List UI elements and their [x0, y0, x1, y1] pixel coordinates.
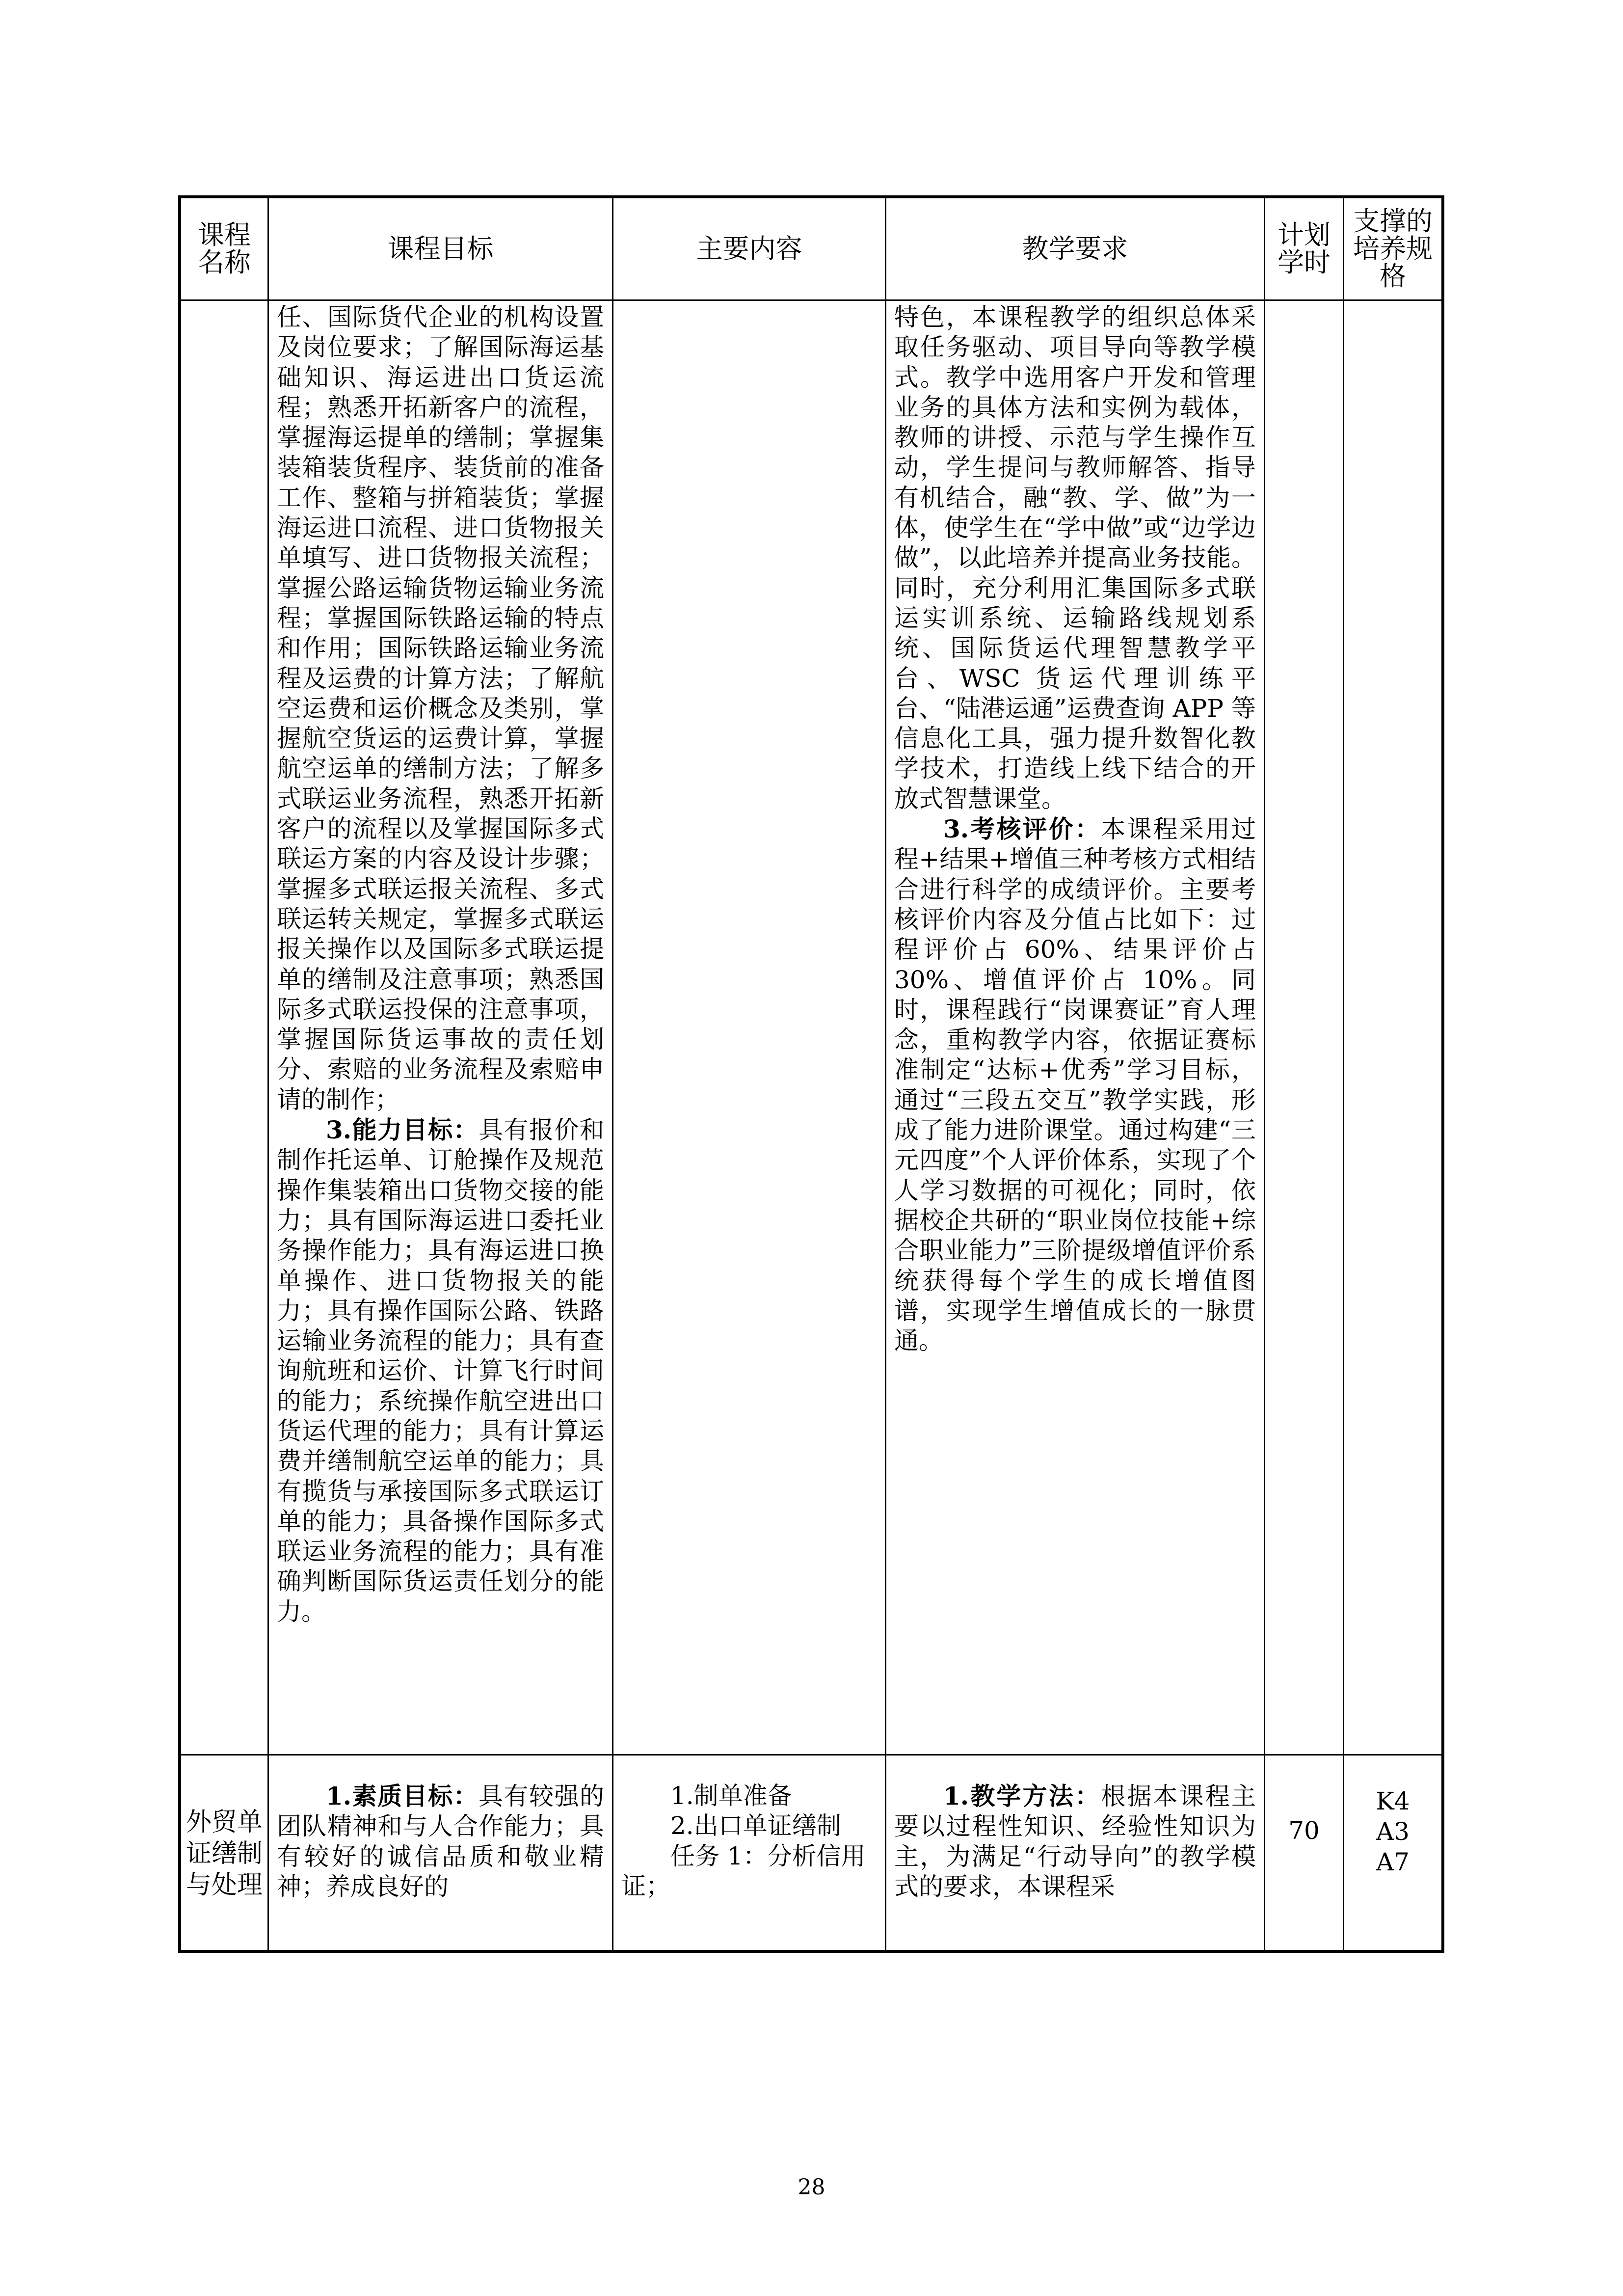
header-requirements: 教学要求 — [1022, 233, 1128, 264]
row2-course-name: 外贸单证缮制与处理 — [186, 1807, 263, 1900]
header-support: 支撑的培养规格 — [1353, 206, 1433, 292]
row1-requirements-method: 特色，本课程教学的组织总体采取任务驱动、项目导向等教学模式。教学中选用客户开发和管理业务的具体方法和实例为载体，教师的讲授、示范与学生操作互动，学生提问与教师解答、指导有机结合，融“教、学、做”为一体，使学生在“学中做”或“边学边做”，以此培养并提高业务技能。同时，充分利用汇集国际多式联运实训系统、运输路线规划系统、国际货运代理智慧教学平台、WSC 货运代理训练平台、“陆港运通”运费查询 APP 等信息化工具，强力提升数智化教学技术，打造线上线下结合的开放式智慧课堂。 — [894, 303, 1256, 813]
row2-content — [613, 1781, 885, 1948]
row2-hours: 70 — [1288, 1816, 1320, 1845]
row1-assessment-label: 3.考核评价： — [943, 814, 1101, 844]
row2-requirements-method — [894, 1781, 1256, 1902]
table-border-left — [178, 195, 181, 1953]
table-border-bottom — [178, 1950, 1444, 1953]
table-border-right — [1441, 195, 1444, 1953]
row2-quality-text: 具有较强的团队精神和与人合作能力；具有较好的诚信品质和敬业精神；养成良好的 — [277, 1782, 604, 1901]
row2-requirements — [886, 1781, 1264, 1948]
row1-ability-label: 3.能力目标： — [326, 1115, 479, 1145]
row1-ability-text: 具有报价和制作托运单、订舱操作及规范操作集装箱出口货物交接的能力；具有国际海运进口委托业务操作能力；具有海运进口换单操作、进口货物报关的能力；具有操作国际公路、铁路运输业务流程的能力；具有查询航班和运价、计算飞行时间的能力；系统操作航空进出口货运代理的能力；具有计算运费并缮制航空运单的能力；具有揽货与承接国际多式联运订单的能力；具备操作国际多式联运业务流程的能力；具有准确判断国际货运责任划分的能力。 — [277, 1116, 604, 1626]
row2-quality-label: 1.素质目标： — [326, 1782, 479, 1810]
column-divider — [1343, 195, 1344, 1953]
row2-support-item-1: K4 — [1376, 1787, 1410, 1815]
header-objectives: 课程目标 — [387, 233, 494, 264]
column-divider — [612, 195, 613, 1953]
row2-support — [1344, 1786, 1441, 1904]
row2-support-item-2: A3 — [1376, 1817, 1410, 1846]
row2-content-item-1: 1.制单准备 — [670, 1782, 792, 1810]
row1-objectives-knowledge: 任、国际货代企业的机构设置及岗位要求；了解国际海运基础知识、海运进出口货运流程；熟悉开拓新客户的流程，掌握海运提单的缮制；掌握集装箱装货程序、装货前的准备工作、整箱与拼箱装货；掌握海运进口流程、进口货物报关单填写、进口货物报关流程；掌握公路运输货物运输业务流程；掌握国际铁路运输的特点和作用；国际铁路运输业务流程及运费的计算方法；了解航空运费和运价概念及类别，掌握航空货运的运费计算，掌握航空运单的缮制方法；了解多式联运业务流程，熟悉开拓新客户的流程以及掌握国际多式联运方案的内容及设计步骤；掌握多式联运报关流程、多式联运转关规定，掌握多式联运报关操作以及国际多式联运提单的缮制及注意事项；熟悉国际多式联运投保的注意事项，掌握国际货运事故的责任划分、索赔的业务流程及索赔申请的制作； — [277, 303, 604, 1114]
header-content: 主要内容 — [696, 233, 802, 264]
row2-objectives — [269, 1781, 612, 1948]
row2-support-item-3: A7 — [1376, 1848, 1410, 1876]
row2-objectives-quality — [277, 1781, 604, 1902]
header-hours: 计划学时 — [1277, 219, 1330, 278]
row1-requirements — [886, 302, 1264, 1753]
row2-method-text: 根据本课程主要以过程性知识、经验性知识为主，为满足“行动导向”的教学模式的要求，本课程采 — [894, 1782, 1256, 1901]
row1-objectives — [269, 302, 612, 1753]
column-divider — [1264, 195, 1265, 1953]
page-number: 28 — [798, 2175, 825, 2200]
course-table — [178, 195, 1444, 1953]
row2-content-item-3: 任务 1：分析信用证； — [621, 1841, 866, 1900]
row2-content-item-2: 2.出口单证缮制 — [670, 1811, 841, 1840]
row2-top-border — [178, 1754, 1444, 1756]
header-course-name: 课程名称 — [198, 219, 251, 278]
row1-requirements-assessment — [894, 814, 1256, 1356]
row1-objectives-ability — [277, 1115, 604, 1627]
row-divider — [178, 299, 1444, 301]
row1-assessment-text: 本课程采用过程+结果+增值三种考核方式相结合进行科学的成绩评价。主要考核评价内容及分值占比如下：过程评价占 60%、结果评价占 30%、增值评价占 10%。同时，课程践行“岗课赛证”育人理念，重构教学内容，依据证赛标准制定“达标+优秀”学习目标，通过“三段五交互”教学实践，形成了能力进阶课堂。通过构建“三元四度”个人评价体系，实现了个人学习数据的可视化；同时，依据校企共研的“职业岗位技能+综合职业能力”三阶提级增值评价系统获得每个学生的成长增值图谱，实现学生增值成长的一脉贯通。 — [894, 815, 1256, 1355]
row2-method-label: 1.教学方法： — [943, 1782, 1101, 1810]
